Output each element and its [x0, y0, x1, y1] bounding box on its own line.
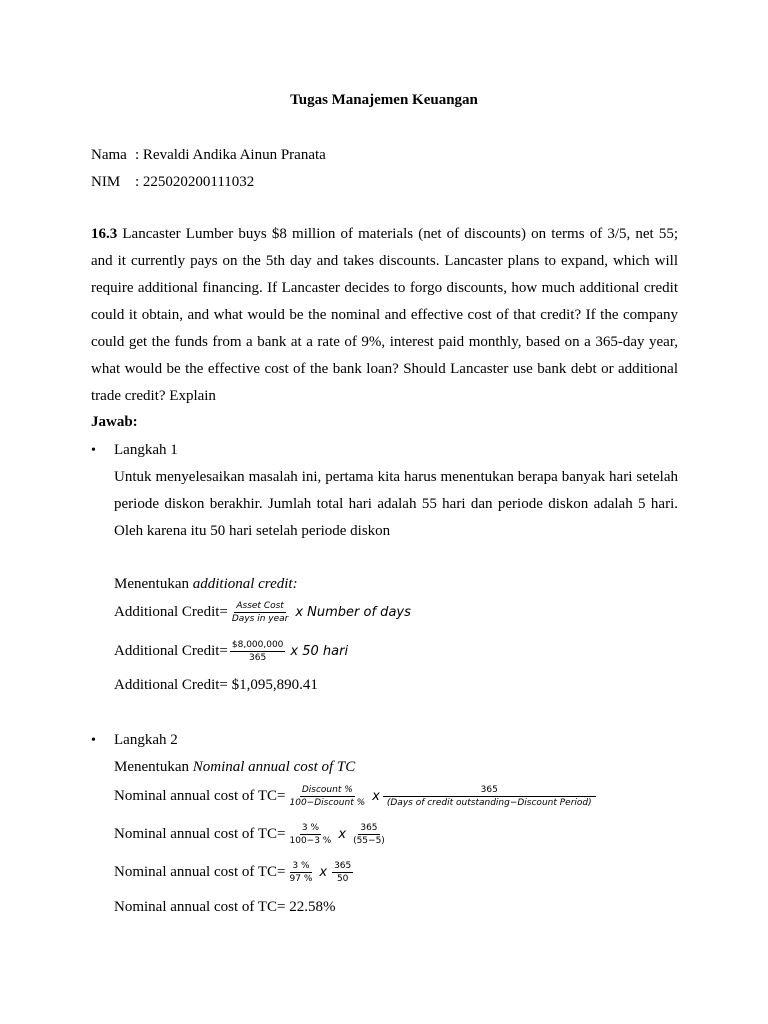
fraction	[230, 639, 286, 664]
formula-nominal-cost-2	[114, 822, 389, 847]
formula-label: Nominal annual cost of TC=	[114, 788, 286, 804]
formula-label: Additional Credit=	[114, 643, 228, 659]
fraction	[230, 600, 290, 625]
times-symbol: x	[319, 865, 328, 880]
fraction-numerator: Asset Cost	[236, 601, 284, 611]
fraction	[351, 822, 387, 847]
times-symbol: x	[372, 789, 380, 804]
fraction-denominator: 97 %	[289, 874, 313, 884]
formula-label: Nominal annual cost of TC=	[114, 826, 286, 842]
times-symbol: x	[338, 827, 347, 842]
step1-result: Additional Credit= $1,095,890.41	[114, 677, 318, 693]
nim-line	[91, 174, 254, 191]
fraction	[288, 822, 334, 847]
step2-heading: Langkah 2	[114, 732, 178, 748]
step1-text: Untuk menyelesaikan masalah ini, pertama kita harus menentukan berapa banyak hari setelah periode diskon berakhir. Jumlah total hari adalah 55 hari dan periode diskon adalah 5 hari. Oleh karena itu 50 hari setelah periode diskon	[114, 469, 678, 539]
formula-nominal-cost-1	[114, 784, 596, 809]
step1-intro	[114, 576, 298, 593]
step1-heading: Langkah 1	[114, 442, 178, 458]
formula-nominal-cost-3	[114, 860, 355, 885]
nim-label: NIM	[91, 174, 121, 190]
fraction-denominator: (55−5)	[353, 836, 385, 846]
step2-intro	[114, 759, 355, 776]
step2-result: Nominal annual cost of TC= 22.58%	[114, 899, 336, 915]
step2-intro-italic: Nominal annual cost of TC	[192, 759, 356, 775]
fraction	[288, 860, 315, 885]
fraction	[332, 860, 353, 885]
step2-bullet: •	[91, 733, 96, 748]
question-number: 16.3	[91, 226, 118, 242]
answer-label: Jawab:	[91, 414, 138, 430]
nim-value: : 225020200111032	[135, 174, 255, 190]
question-text: Lancaster Lumber buys $8 million of materials (net of discounts) on terms of 3/5, net 55; and it currently pays on the 5th day and takes discounts. Lancaster plans to expand, which will require additional financing. If Lancaster decides to forgo discounts, how much additional credit could it obtain, and what would be the nominal and effective cost of that credit? If the company could get the funds from a bank at a rate of 9%, interest paid monthly, based on a 365-day year, what would be the effective cost of the bank loan? Should Lancaster use bank debt or additional trade credit? Explain	[91, 226, 678, 404]
step1-bullet: •	[91, 443, 96, 458]
step2-intro-prefix: Menentukan	[114, 759, 193, 775]
fraction-numerator: 365	[360, 823, 378, 833]
formula-label: Nominal annual cost of TC=	[114, 864, 286, 880]
formula-tail: x 50 hari	[290, 644, 349, 659]
step1-intro-italic: additional credit:	[192, 576, 298, 592]
fraction-numerator: 365	[334, 861, 352, 871]
fraction-denominator: 365	[249, 653, 267, 663]
fraction-numerator: 3 %	[292, 861, 310, 871]
step1-intro-prefix: Menentukan	[114, 576, 193, 592]
name-value: : Revaldi Andika Ainun Pranata	[135, 147, 326, 163]
name-label: Nama	[91, 147, 127, 163]
formula-label: Additional Credit=	[114, 604, 228, 620]
question-paragraph	[91, 221, 678, 410]
formula-additional-credit-1	[114, 600, 411, 625]
fraction-numerator: 365	[383, 784, 596, 797]
fraction-denominator: 100−3 %	[289, 836, 332, 846]
fraction-numerator: 3 %	[301, 823, 319, 833]
fraction-numerator: Discount %	[301, 785, 353, 795]
name-line	[91, 147, 326, 164]
page-title: Tugas Manajemen Keuangan	[290, 92, 478, 108]
formula-additional-credit-2	[114, 639, 348, 664]
fraction	[385, 784, 594, 809]
fraction-denominator: 100−Discount %	[289, 798, 366, 808]
fraction-denominator: 50	[336, 874, 349, 884]
fraction-denominator: Days in year	[231, 614, 289, 624]
fraction-numerator: $8,000,000	[231, 640, 284, 650]
formula-tail: x Number of days	[295, 605, 411, 620]
fraction	[288, 784, 368, 809]
fraction-denominator: (Days of credit outstanding−Discount Period)	[386, 798, 592, 808]
